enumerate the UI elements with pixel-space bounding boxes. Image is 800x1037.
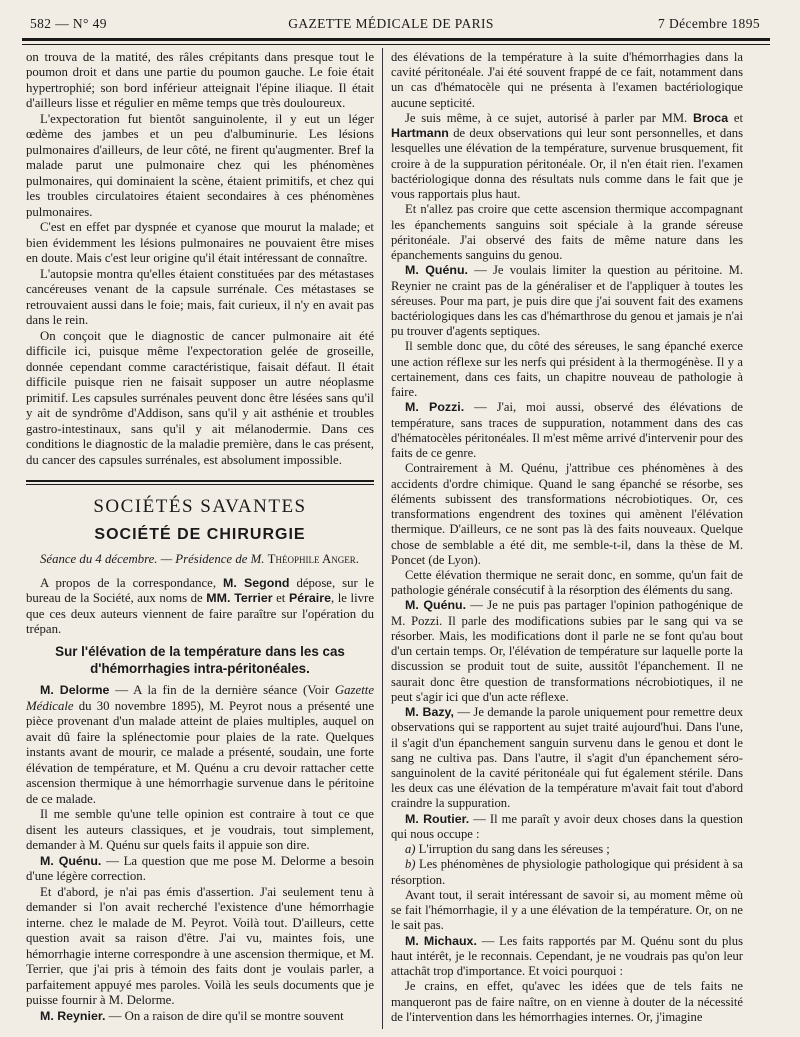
right-column (391, 50, 743, 1025)
speaker-name: Hartmann (391, 126, 449, 141)
issue-date: 7 Décembre 1895 (658, 16, 760, 31)
paragraph: M. Quénu. — Je ne puis pas partager l'opinion pathogénique de M. Pozzi. Il parle des modifications subies par le sang qui va se résorber. Mais, les modifications dont il parle ne se font qu'au bout d'un certain temps. Or, l'élévation de température sur laquelle porte la discussion se produit tout de suite, aussitôt l'épanchement. Il ne saurait donc être question de transformations nécrobiotiques, il ne peut s'agir ici que d'un acte réflexe. (391, 598, 743, 704)
paragraph: M. Routier. — Il me paraît y avoir deux choses dans la question qui nous occupe : (391, 811, 743, 841)
society-title: SOCIÉTÉ DE CHIRURGIE (94, 525, 306, 543)
speaker-name: M. Quénu. (40, 853, 102, 868)
list-item: b) Les phénomènes de physiologie pathologique qui président à sa résorption. (391, 857, 743, 887)
header-rule-thin (22, 44, 770, 45)
paragraph: Il semble donc que, du côté des séreuses, le sang épanché exerce une action réflexe sur les nerfs qui président à la thermogénèse. Il y a certainement, dans ces faits, un chapitre nouveau de pathologie à faire. (391, 339, 743, 400)
paragraph: on trouva de la matité, des râles crépitants dans presque tout le poumon droit et dans une partie du poumon gauche. Le foie était hypertrophié; son bord inférieur atteignait l'épine iliaque. Il était d'ailleurs lisse et régulier en même temps que très douloureux. (26, 50, 374, 111)
paragraph: M. Bazy, — Je demande la parole uniquement pour remettre deux observations qui se rapportent au sujet traité aujourd'hui. Dans l'une, il s'agit d'un épanchement sanguin survenu dans le genou et dont le sang ne cultiva pas. Dans l'autre, il s'agit d'un épanchement séro-sanguinolent de la cavité péritonéale qui fut également stérile. Dans les deux cas une élévation de la température m'avait fait tout d'abord craindre la suppuration. (391, 705, 744, 811)
speaker-name: M. Segond (223, 575, 290, 590)
paragraph: C'est en effet par dyspnée et cyanose que mourut la malade; et bien évidemment les lésions pulmonaires ne pouvaient être mises en doute. Mais c'est leur origine qu'il était intéressant de connaître. (26, 220, 374, 266)
speaker-name: M. Bazy, (405, 705, 454, 720)
running-header (22, 14, 760, 36)
president-name: Théophile Anger. (267, 552, 359, 567)
paragraph: M. Reynier. — On a raison de dire qu'il se montre souvent (40, 1008, 344, 1023)
speaker-name: M. Quénu. (405, 263, 468, 278)
paragraph: Et n'allez pas croire que cette ascension thermique accompagnant les épanchements sanguins soit spéciale à la grande séreuse péritonéale. J'ai observé des faits de même nature dans les épanchements sanguins du genou. (391, 202, 743, 263)
journal-title: GAZETTE MÉDICALE DE PARIS (288, 16, 494, 31)
paragraph: des élévations de la température à la suite d'hémorrhagies dans la cavité péritonéale. J'ai été souvent frappé de ce fait, notamment dans un cas d'hématocèle qui ne présenta à l'examen bactériologique aucune septicité. (391, 50, 743, 110)
article-subtitle: Sur l'élévation de la température dans les cas d'hémorrhagies intra-péritonéales. (55, 644, 345, 677)
paragraph: M. Quénu. — La question que me pose M. Delorme a besoin d'une légère correction. (26, 853, 375, 884)
speaker-name: Péraire (288, 591, 331, 606)
list-item: a) L'irruption du sang dans les séreuses ; (405, 842, 610, 857)
enumerated-list (391, 842, 743, 888)
left-column (26, 50, 374, 1024)
column-divider (382, 48, 383, 1029)
session-line: Séance du 4 décembre. — Présidence de M. Théophile Anger. (40, 552, 359, 567)
paragraph: Cette élévation thermique ne serait donc, en somme, qu'un fait de pathologie générale consécutif à la résorption des éléments du sang. (391, 567, 743, 598)
speaker-name: M. Quénu. (405, 598, 467, 613)
paragraph: Il me semble qu'une telle opinion est contraire à tout ce que disent les auteurs classiques, et je voudrais, tout simplement, demander à M. Quénu sur quels faits il appuie son dire. (26, 807, 374, 853)
paragraph: L'expectoration fut bientôt sanguinolente, il y eut un léger œdème des jambes et un peu d'albuminurie. Les lésions pulmonaires d'ailleurs, de leur côté, ne firent qu'augmenter. Bref la malade parut une pulmonaire chez qui les phénomènes pulmonaires, qui dominaient la scène, étaient primitifs, et chez qui les troubles circulatoires étaient secondaires à ces phénomènes pulmonaires. (26, 111, 374, 219)
paragraph: M. Delorme — A la fin de la dernière séance (Voir Gazette Médicale du 30 novembre 1895), M. Peyrot nous a présenté une pièce provenant d'un malade atteint de plaies multiples, auquel on avait dû faire la splénectomie pour plaies de la rate. Quelques instants avant de mourir, ce malade a présenté, soudain, une forte élévation de température, et M. Quénu a cru devoir rattacher cette ascension thermique à une hémorrhagie survenue dans le péritoine de ce malade. (26, 683, 375, 806)
paragraph: Et d'abord, je n'ai pas émis d'assertion. J'ai seulement tenu à demander si l'on avait recherché l'existence d'une hémorrhagie interne. chez le malade de M. Peyrot. Voilà tout. D'ailleurs, cette question avait sa raison d'être. J'ai vu, maintes fois, une hémorrhagie interne correspondre à une ascension thermique, et M. Terrier, que j'ai pris à témoin des faits dont je voulais parler, a parfaitement appuyé mes paroles. Voilà les seuls documents que je puisse fournir à M. Delorme. (26, 884, 374, 1008)
speaker-name: M. Michaux. (405, 933, 477, 948)
paragraph: M. Quénu. — Je voulais limiter la question au péritoine. M. Reynier ne craint pas de la généraliser et de l'appliquer à toutes les séreuses. Pour ma part, je puis dire que j'ai souvent fait des examens bactériologiques dans les cas d'hémarthrose du genou et jamais je n'ai pu trouver d'agents septiques. (391, 263, 743, 339)
paragraph: Contrairement à M. Quénu, j'attribue ces phénomènes à des accidents d'ordre chimique. Quand le sang épanché se résorbe, ses éléments subissent des transformations nécrobiotiques. Or, ces transformations engendrent des toxines qui amènent l'élévation thermique. D'ailleurs, ce ne sont pas là des faits nouveaux. Quelque chose de semblable a été dit, me semble-t-il, dans la thèse de M. Poncet (de Lyon). (391, 461, 743, 567)
page-number: 582 — N° 49 (30, 16, 107, 31)
paragraph: M. Michaux. — Les faits rapportés par M. Quénu sont du plus haut intérêt, je le reconnais. Cependant, je ne voudrais pas qu'on leur attachât trop d'importance. Et voici pourquoi : (391, 933, 743, 979)
section-title: SOCIÉTÉS SAVANTES (93, 496, 307, 518)
speaker-name: Broca (692, 110, 729, 125)
paragraph: Je crains, en effet, qu'avec les idées que de tels faits ne manqueront pas de faire naître, on en vienne à douter de la nécessité de l'intervention dans les hémorrhagies internes. Or, j'imagine (391, 979, 743, 1024)
speaker-name: MM. Terrier (206, 591, 273, 606)
section-separator (26, 480, 374, 485)
speaker-name: M. Delorme (40, 683, 110, 698)
paragraph: M. Pozzi. — J'ai, moi aussi, observé des élévations de température, sans traces de suppuration, notamment dans des cas d'hématocèles péritonéales. Il m'est même arrivé d'intervenir pour des faits de ce genre. (391, 400, 743, 461)
paragraph: Avant tout, il serait intéressant de savoir si, au moment même où se fait l'hémorrhagie, il y a une élévation de la température. Or, on ne le sait pas. (391, 887, 743, 933)
paragraph: L'autopsie montra qu'elles étaient constituées par des métastases cancéreuses venant de la capsule surrénale. Ces métastases se retrouvaient aussi dans le foie; mais, fait curieux, il n'y en avait pas dans le rein. (26, 266, 374, 328)
speaker-name: M. Pozzi. (405, 400, 465, 415)
paragraph: On conçoit que le diagnostic de cancer pulmonaire ait été difficile ici, puisque même l'expectoration gelée de groseille, donnée cependant comme caractéristique, faisait défaut. Il était difficile puisque rien ne faisait supposer un autre néoplasme primitif. Les capsules surrénales peuvent donc être lésées sans qu'il y ait de syndrôme d'Addison, sans qu'il y ait asthénie et troubles gastro-intestinaux, sans qu'il y ait mélanodermie. Dans ces conditions le diagnostic de la maladie première, dans le cas présent, du cancer des capsules surrénales, est absolument impossible. (26, 328, 374, 467)
speaker-name: M. Reynier. (40, 1008, 106, 1023)
speaker-name: M. Routier. (405, 811, 470, 826)
header-rule (22, 38, 770, 41)
paragraph: A propos de la correspondance, M. Segond dépose, sur le bureau de la Société, aux noms de MM. Terrier et Péraire, le livre que ces deux auteurs viennent de faire paraître sur l'opération du trépan. (26, 575, 374, 636)
paragraph: Je suis même, à ce sujet, autorisé à parler par MM. Broca et Hartmann de deux observations qui leur sont personnelles, et dans lesquelles une élévation de la température, survenue brusquement, fit croire à de la suppuration péritonéale. Or, il n'en était rien. l'examen bactériologique donna des résultats nuls comme dans le fait que je vous rapportais plus haut. (391, 110, 743, 202)
